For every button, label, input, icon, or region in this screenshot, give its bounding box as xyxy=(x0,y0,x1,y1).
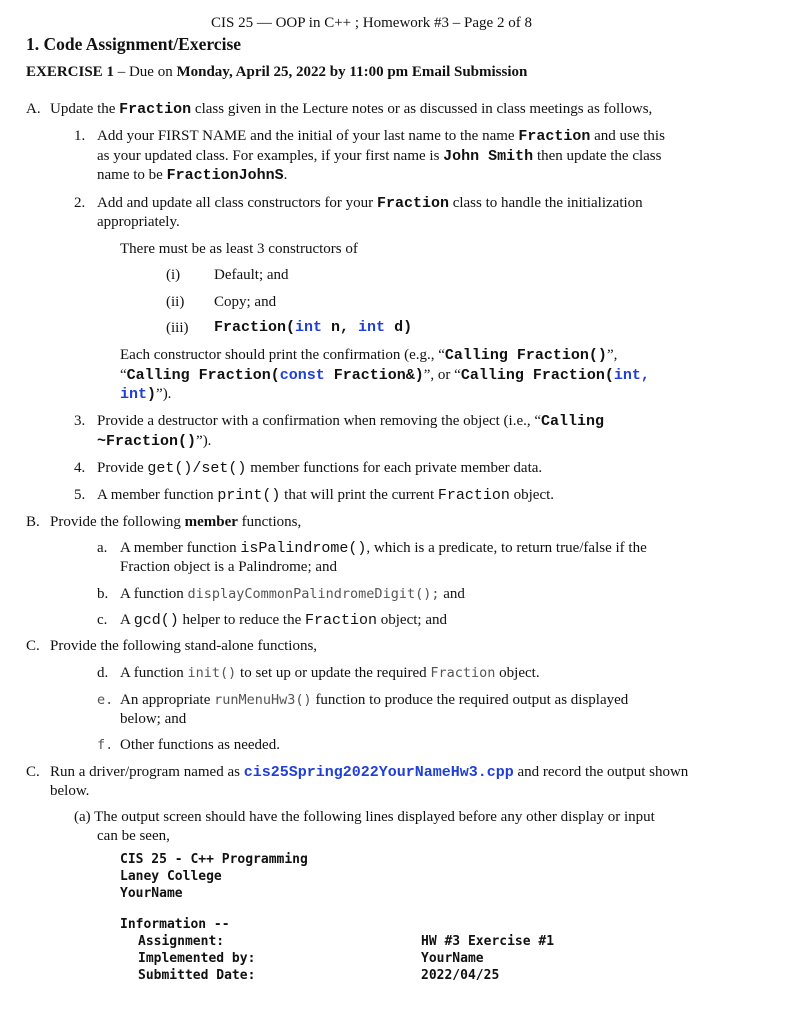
item-2-line-2: appropriately. xyxy=(97,214,180,230)
text: Provide xyxy=(97,460,148,476)
constructor-copy: Copy; and xyxy=(214,294,277,310)
roman-ii: (ii) xyxy=(166,294,185,310)
text: A function xyxy=(120,586,188,602)
text: then update the class xyxy=(533,148,662,164)
code-filename: cis25Spring2022YourNameHw3.cpp xyxy=(243,764,514,781)
code-keyword: int, xyxy=(613,367,650,384)
item-3-number: 3. xyxy=(74,413,86,429)
item-b-a-line-1 xyxy=(120,539,647,558)
item-3-line-2 xyxy=(97,432,211,451)
confirm-line-3 xyxy=(120,385,171,404)
sub-a-line-1: (a) The output screen should have the following lines displayed before any other display or input xyxy=(74,809,655,825)
output-line-3: YourName xyxy=(120,886,183,901)
section-title: 1. Code Assignment/Exercise xyxy=(26,34,242,54)
item-c-e-line-1 xyxy=(120,691,628,709)
item-b-a-number: a. xyxy=(97,540,108,556)
text: that will print the current xyxy=(280,487,438,503)
text: to set up or update the required xyxy=(236,665,431,681)
section-b-marker: B. xyxy=(26,514,40,530)
section-c2-marker: C. xyxy=(26,764,40,780)
section-c1-marker: C. xyxy=(26,638,40,654)
section-a-text xyxy=(50,100,652,119)
output-value-implemented: YourName xyxy=(421,951,484,966)
code: n, xyxy=(322,319,359,336)
output-info-title: Information -- xyxy=(120,917,230,932)
item-c-f-number: f. xyxy=(97,737,114,753)
confirm-line-2 xyxy=(120,366,650,385)
text: A member function xyxy=(120,540,241,556)
item-b-b-number: b. xyxy=(97,586,109,602)
code: displayCommonPalindromeDigit(); xyxy=(187,586,440,602)
text: ”, xyxy=(606,347,618,363)
text: functions, xyxy=(237,514,302,530)
text: object. xyxy=(495,665,540,681)
text: object. xyxy=(509,487,555,503)
code: Calling xyxy=(541,413,605,430)
text: member functions for each private member data. xyxy=(246,460,543,476)
text: Update the xyxy=(50,101,120,117)
text: function to produce the required output as displayed xyxy=(311,692,629,708)
roman-i: (i) xyxy=(166,267,181,283)
item-c-d-number: d. xyxy=(97,665,109,681)
code: d) xyxy=(385,319,413,336)
text: member xyxy=(184,514,238,530)
text: Add your FIRST NAME and the initial of your last name to the name xyxy=(97,128,519,144)
text: and record the output shown xyxy=(513,764,689,780)
text: Run a driver/program named as xyxy=(50,764,244,780)
constructor-param xyxy=(214,319,412,337)
item-b-c-number: c. xyxy=(97,612,108,628)
code: Fraction&) xyxy=(324,367,424,384)
section-c2-line-1 xyxy=(50,763,688,782)
section-c2-line-2: below. xyxy=(50,783,90,799)
confirm-line-1 xyxy=(120,346,617,365)
due-prefix: – Due on xyxy=(113,64,177,80)
item-b-a-line-2: Fraction object is a Palindrome; and xyxy=(120,559,338,575)
code-name: John Smith xyxy=(443,148,534,165)
output-value-date: 2022/04/25 xyxy=(421,968,500,983)
text: and xyxy=(439,586,465,602)
code-keyword: int xyxy=(358,319,386,336)
text: An appropriate xyxy=(120,692,215,708)
text: A xyxy=(120,612,134,628)
code: ) xyxy=(147,386,157,403)
sub-a-line-2: can be seen, xyxy=(97,828,170,844)
output-label-implemented: Implemented by: xyxy=(138,951,256,966)
code-class-name: FractionJohnS xyxy=(166,167,284,184)
item-1-number: 1. xyxy=(74,128,86,144)
item-c-e-line-2: below; and xyxy=(120,711,187,727)
text: object; and xyxy=(377,612,447,628)
code-fraction: Fraction xyxy=(518,128,591,145)
section-b-text xyxy=(50,513,301,531)
code-keyword: int xyxy=(295,319,323,336)
code: print() xyxy=(217,487,281,504)
due-date: Monday, April 25, 2022 by 11:00 pm Email Submission xyxy=(176,64,528,80)
text: ”). xyxy=(196,433,212,449)
item-1-line-1 xyxy=(97,127,665,146)
output-value-assignment: HW #3 Exercise #1 xyxy=(421,934,555,949)
code: Calling Fraction() xyxy=(444,347,607,364)
text: ”). xyxy=(156,386,172,402)
section-c1-text: Provide the following stand-alone functions, xyxy=(50,638,318,654)
item-b-b-text xyxy=(120,585,465,603)
text: as your updated class. For examples, if your first name is xyxy=(97,148,444,164)
code-fraction: Fraction xyxy=(430,665,496,681)
roman-iii: (iii) xyxy=(166,320,189,336)
section-a-marker: A. xyxy=(26,101,41,117)
code: isPalindrome() xyxy=(240,540,367,557)
code: ~Fraction() xyxy=(97,433,197,450)
item-5-text xyxy=(97,486,554,505)
item-b-c-text xyxy=(120,611,447,630)
code-fraction: Fraction xyxy=(376,195,449,212)
code-keyword: const xyxy=(279,367,325,384)
text: and use this xyxy=(590,128,665,144)
output-label-date: Submitted Date: xyxy=(138,968,256,983)
item-c-f-text: Other functions as needed. xyxy=(120,737,280,753)
text: class given in the Lecture notes or as discussed in class meetings as follows, xyxy=(191,101,653,117)
constructor-default: Default; and xyxy=(214,267,289,283)
code: Fraction( xyxy=(214,319,296,336)
item-2-number: 2. xyxy=(74,195,86,211)
item-3-line-1 xyxy=(97,412,604,431)
text: “ xyxy=(120,367,127,383)
code: Calling Fraction( xyxy=(460,367,614,384)
item-4-number: 4. xyxy=(74,460,86,476)
code: gcd() xyxy=(133,612,179,629)
code: Calling Fraction( xyxy=(126,367,280,384)
text: , which is a predicate, to return true/false if the xyxy=(366,540,647,556)
item-5-number: 5. xyxy=(74,487,86,503)
exercise-label: EXERCISE 1 xyxy=(26,64,114,80)
item-1-line-2 xyxy=(97,147,661,166)
text: Each constructor should print the confirmation (e.g., “ xyxy=(120,347,445,363)
code: get()/set() xyxy=(147,460,247,477)
exercise-due-line xyxy=(26,63,527,81)
text: name to be xyxy=(97,167,167,183)
text: A function xyxy=(120,665,188,681)
text: Provide a destructor with a confirmation when removing the object (i.e., “ xyxy=(97,413,542,429)
code-fraction: Fraction xyxy=(119,101,192,118)
text: helper to reduce the xyxy=(178,612,305,628)
code: runMenuHw3() xyxy=(214,692,312,708)
code-keyword: int xyxy=(120,386,148,403)
item-c-e-number: e. xyxy=(97,692,114,708)
item-4-text xyxy=(97,459,542,478)
output-line-2: Laney College xyxy=(120,869,222,884)
item-2-line-1 xyxy=(97,194,643,213)
output-label-assignment: Assignment: xyxy=(138,934,225,949)
output-line-1: CIS 25 - C++ Programming xyxy=(120,852,308,867)
text: Provide the following xyxy=(50,514,185,530)
text: Add and update all class constructors for your xyxy=(97,195,377,211)
constructors-intro: There must be as least 3 constructors of xyxy=(120,241,358,257)
text: class to handle the initialization xyxy=(448,195,643,211)
item-c-d-text xyxy=(120,664,540,682)
item-1-line-3 xyxy=(97,166,287,185)
text: A member function xyxy=(97,487,218,503)
page-header: CIS 25 — OOP in C++ ; Homework #3 – Page 2 of 8 xyxy=(211,15,532,31)
code-fraction: Fraction xyxy=(437,487,510,504)
text: . xyxy=(283,167,288,183)
code: init() xyxy=(187,665,237,681)
text: ”, or “ xyxy=(423,367,461,383)
code-fraction: Fraction xyxy=(304,612,377,629)
